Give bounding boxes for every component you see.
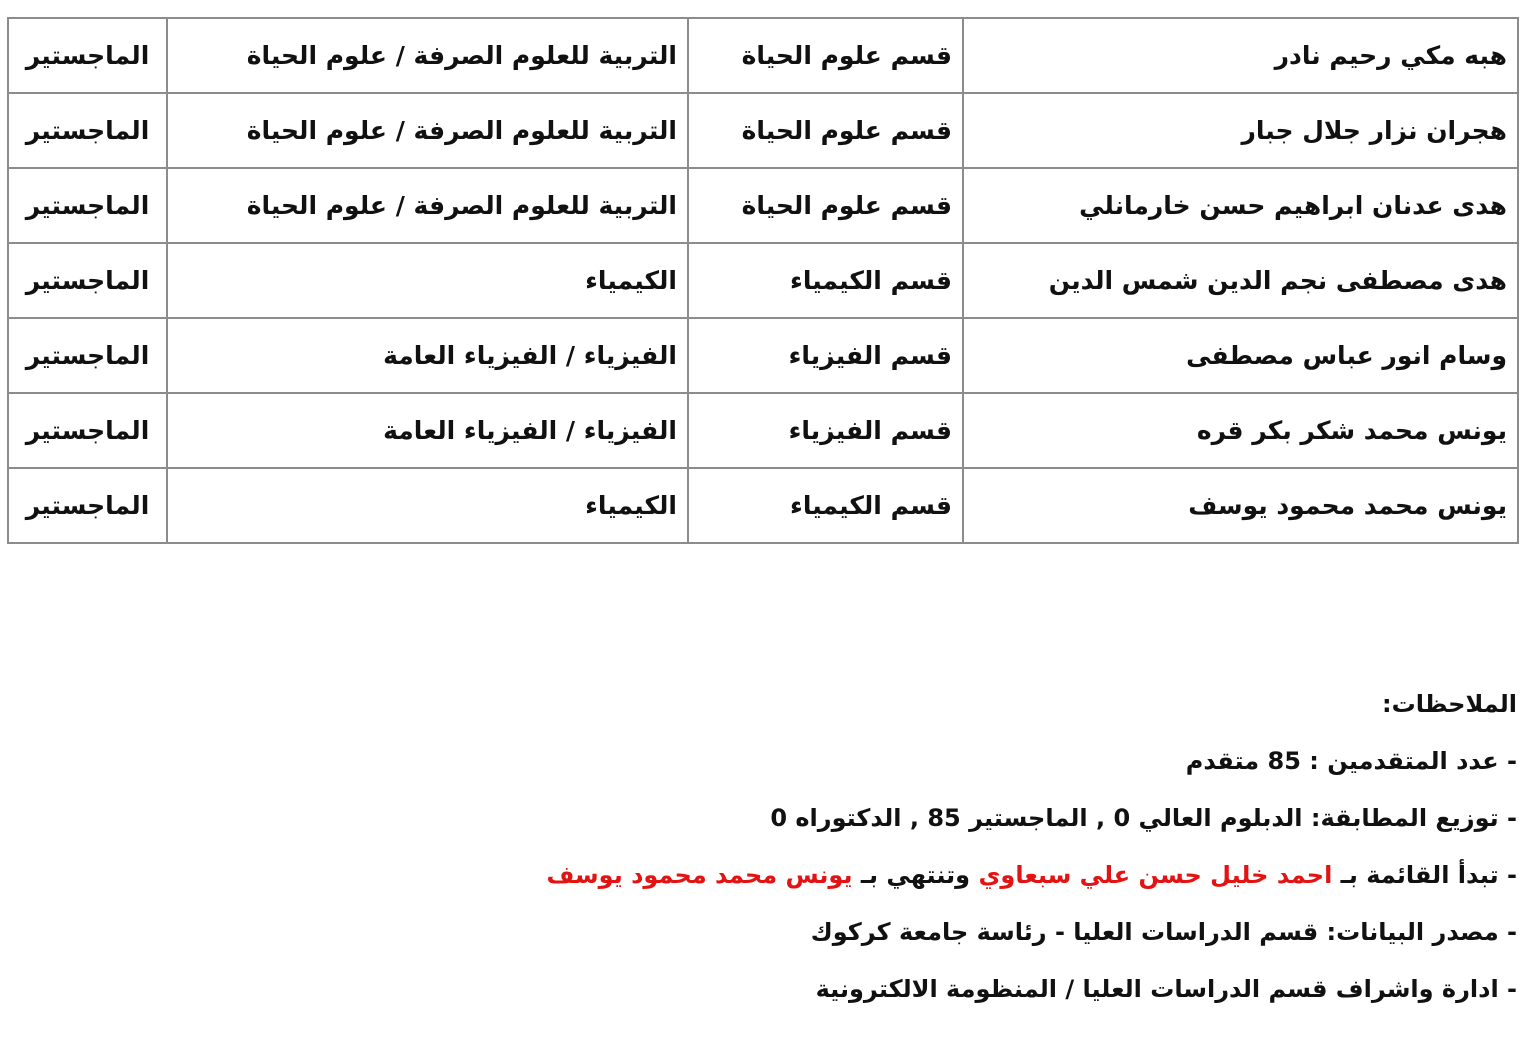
college-specialization-cell: الكيمياء xyxy=(167,468,688,543)
student-name-cell: هجران نزار جلال جبار xyxy=(963,93,1518,168)
college-specialization-cell: التربية للعلوم الصرفة / علوم الحياة xyxy=(167,168,688,243)
department-cell: قسم الكيمياء xyxy=(688,468,963,543)
department-cell: قسم الكيمياء xyxy=(688,243,963,318)
student-name-cell: هدى مصطفى نجم الدين شمس الدين xyxy=(963,243,1518,318)
college-specialization-cell: التربية للعلوم الصرفة / علوم الحياة xyxy=(167,93,688,168)
student-name-cell: هبه مكي رحيم نادر xyxy=(963,18,1518,93)
degree-cell: الماجستير xyxy=(8,168,167,243)
table-row xyxy=(8,93,1518,168)
student-name-cell: وسام انور عباس مصطفى xyxy=(963,318,1518,393)
note-supervision: - ادارة واشراف قسم الدراسات العليا / المنظومة الالكترونية xyxy=(815,975,1517,1003)
student-name-cell: يونس محمد شكر بكر قره xyxy=(963,393,1518,468)
department-cell: قسم علوم الحياة xyxy=(688,168,963,243)
note-range-last-name: يونس محمد محمود يوسف xyxy=(546,861,853,889)
student-name-cell: يونس محمد محمود يوسف xyxy=(963,468,1518,543)
table-row xyxy=(8,168,1518,243)
results-table xyxy=(7,17,1519,544)
notes-section xyxy=(217,682,1517,1024)
college-specialization-cell: التربية للعلوم الصرفة / علوم الحياة xyxy=(167,18,688,93)
results-table-body xyxy=(8,18,1518,543)
table-row xyxy=(8,393,1518,468)
department-cell: قسم الفيزياء xyxy=(688,318,963,393)
degree-cell: الماجستير xyxy=(8,18,167,93)
table-row xyxy=(8,243,1518,318)
degree-cell: الماجستير xyxy=(8,468,167,543)
college-specialization-cell: الفيزياء / الفيزياء العامة xyxy=(167,393,688,468)
degree-cell: الماجستير xyxy=(8,318,167,393)
note-data-source: - مصدر البيانات: قسم الدراسات العليا - رئاسة جامعة كركوك xyxy=(810,918,1517,946)
degree-cell: الماجستير xyxy=(8,393,167,468)
table-row xyxy=(8,318,1518,393)
student-name-cell: هدى عدنان ابراهيم حسن خارمانلي xyxy=(963,168,1518,243)
notes-heading: الملاحظات: xyxy=(1382,690,1517,718)
note-range-first-name: احمد خليل حسن علي سبعاوي xyxy=(978,861,1333,889)
degree-cell: الماجستير xyxy=(8,243,167,318)
table-row xyxy=(8,468,1518,543)
college-specialization-cell: الفيزياء / الفيزياء العامة xyxy=(167,318,688,393)
college-specialization-cell: الكيمياء xyxy=(167,243,688,318)
department-cell: قسم علوم الحياة xyxy=(688,93,963,168)
note-list-range xyxy=(217,853,1517,910)
note-range-middle: وتنتهي بـ xyxy=(852,861,979,889)
department-cell: قسم الفيزياء xyxy=(688,393,963,468)
note-applicants-count: - عدد المتقدمين : 85 متقدم xyxy=(1185,747,1517,775)
department-cell: قسم علوم الحياة xyxy=(688,18,963,93)
degree-cell: الماجستير xyxy=(8,93,167,168)
table-row xyxy=(8,18,1518,93)
note-matching-distribution: - توزيع المطابقة: الدبلوم العالي 0 , الماجستير 85 , الدكتوراه 0 xyxy=(770,804,1517,832)
note-range-prefix: - تبدأ القائمة بـ xyxy=(1332,861,1517,889)
